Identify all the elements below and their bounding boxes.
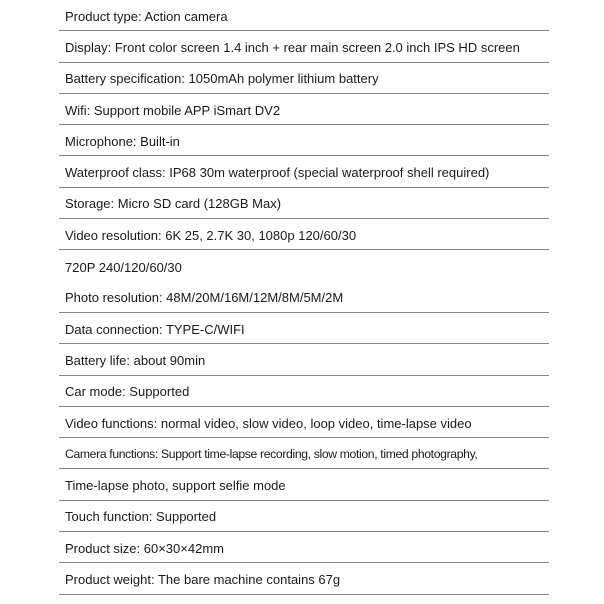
spec-row-camera-functions: [59, 438, 549, 469]
spec-text: Time-lapse photo, support selfie mode: [65, 478, 286, 494]
spec-text: Car mode: Supported: [65, 384, 190, 400]
spec-text: Product type: Action camera: [65, 8, 228, 24]
spec-row-camera-functions-cont: [59, 469, 549, 500]
spec-text: Storage: Micro SD card (128GB Max): [65, 196, 282, 212]
spec-row-battery-spec: [59, 63, 549, 94]
spec-text: 720P 240/120/60/30: [65, 259, 182, 275]
spec-row-photo-resolution: [59, 282, 549, 313]
spec-list: [59, 0, 549, 595]
spec-row-video-resolution: [59, 219, 549, 250]
spec-row-video-resolution-cont: [59, 250, 549, 281]
spec-row-car-mode: [59, 376, 549, 407]
spec-row-display: [59, 31, 549, 62]
spec-row-data-connection: [59, 313, 549, 344]
spec-text: Touch function: Supported: [65, 509, 217, 525]
spec-text: Video functions: normal video, slow video, loop video, time-lapse video: [65, 415, 472, 431]
spec-text: Data connection: TYPE-C/WIFI: [65, 321, 245, 337]
spec-text: Wifi: Support mobile APP iSmart DV2: [65, 102, 281, 118]
spec-text: Waterproof class: IP68 30m waterproof (special waterproof shell required): [65, 165, 490, 181]
spec-text: Battery specification: 1050mAh polymer lithium battery: [65, 71, 379, 87]
spec-row-touch-function: [59, 501, 549, 532]
spec-text: Microphone: Built-in: [65, 133, 180, 149]
spec-row-microphone: [59, 125, 549, 156]
spec-text: Photo resolution: 48M/20M/16M/12M/8M/5M/2M: [65, 290, 344, 306]
spec-row-video-functions: [59, 407, 549, 438]
spec-row-wifi: [59, 94, 549, 125]
spec-text: Product size: 60×30×42mm: [65, 540, 224, 556]
spec-row-storage: [59, 188, 549, 219]
spec-text: Display: Front color screen 1.4 inch + rear main screen 2.0 inch IPS HD screen: [65, 39, 520, 55]
spec-row-product-weight: [59, 563, 549, 594]
spec-row-battery-life: [59, 344, 549, 375]
spec-text: Camera functions: Support time-lapse recording, slow motion, timed photography,: [65, 447, 478, 462]
spec-text: Video resolution: 6K 25, 2.7K 30, 1080p 120/60/30: [65, 227, 357, 243]
spec-text: Battery life: about 90min: [65, 352, 206, 368]
spec-row-waterproof: [59, 156, 549, 187]
spec-row-product-type: [59, 0, 549, 31]
spec-text: Product weight: The bare machine contains 67g: [65, 571, 341, 587]
spec-row-product-size: [59, 532, 549, 563]
